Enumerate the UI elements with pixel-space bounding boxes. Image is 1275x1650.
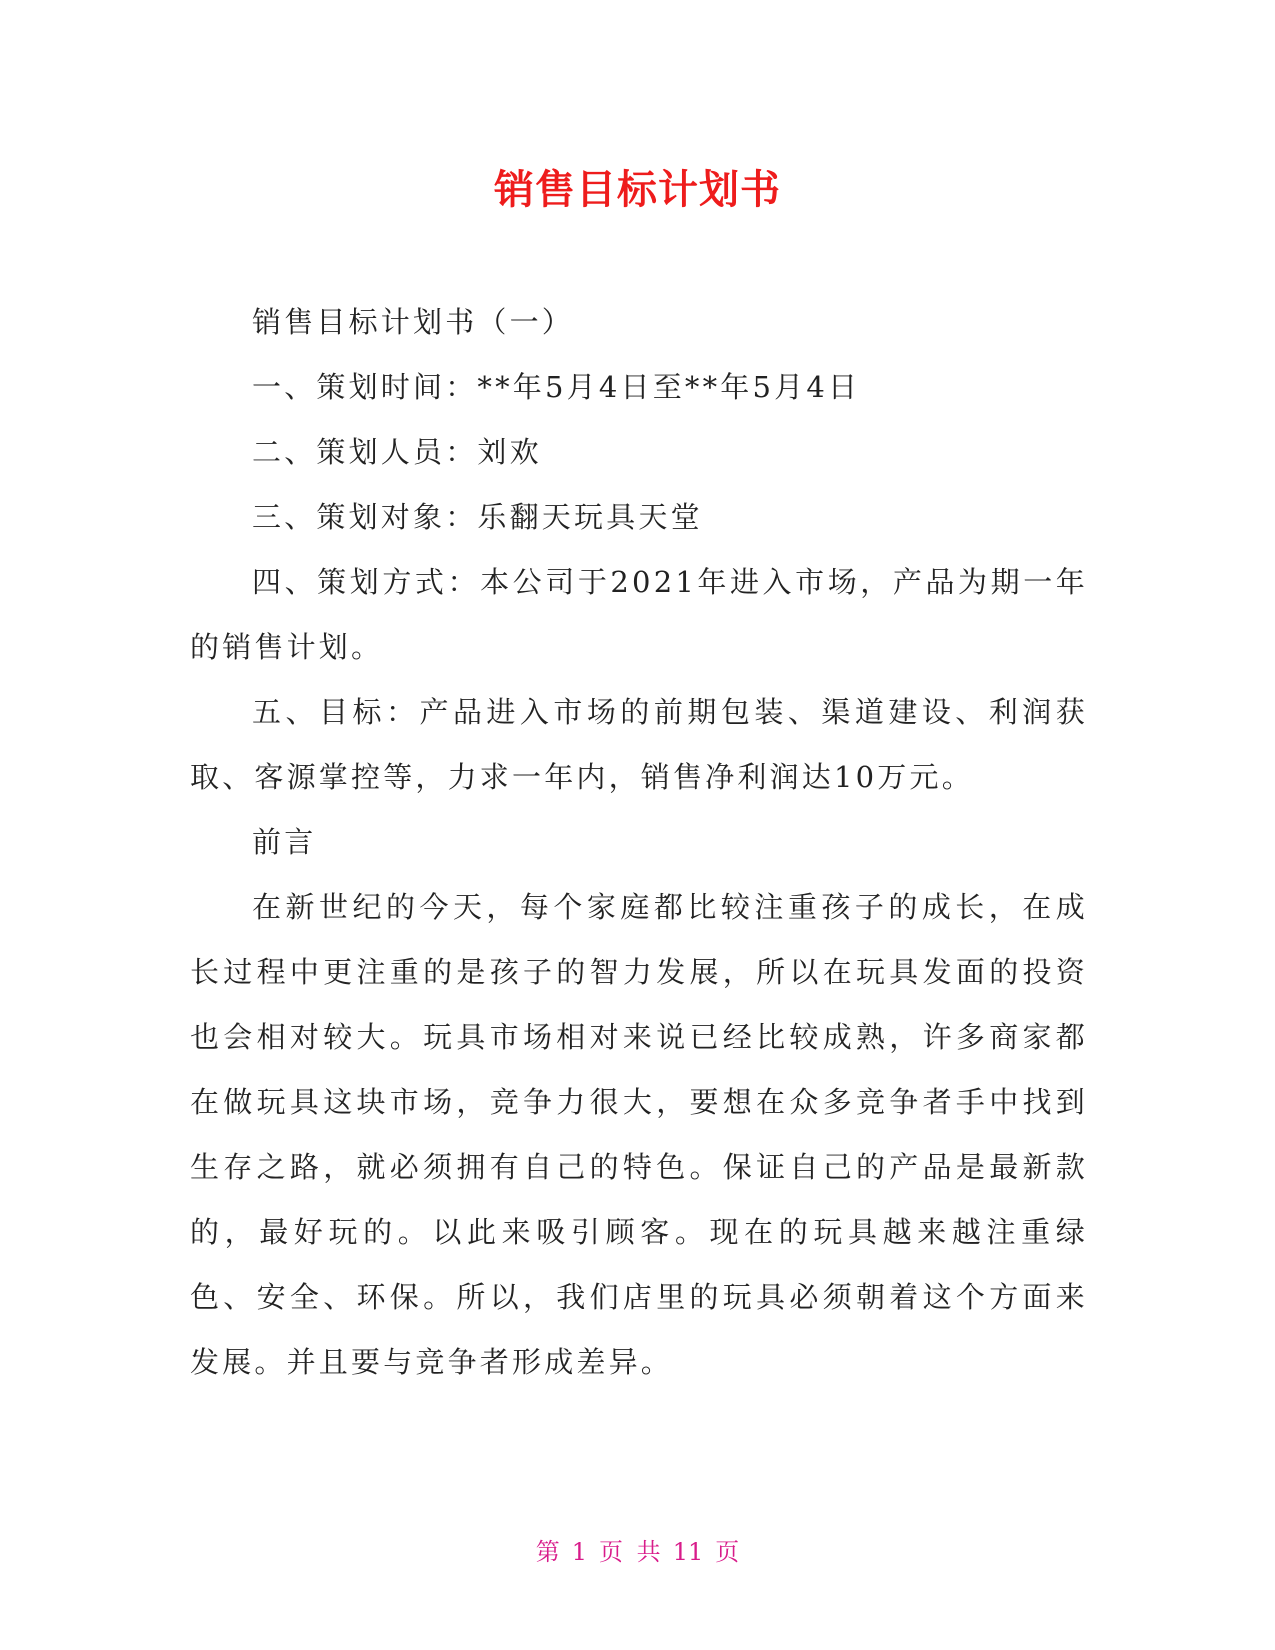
- footer-suffix: 页: [715, 1538, 740, 1566]
- planning-target: 三、策划对象：乐翻天玩具天堂: [252, 500, 703, 534]
- footer-middle: 页 共: [599, 1538, 661, 1566]
- planning-staff: 二、策划人员：刘欢: [252, 435, 542, 469]
- footer-total-pages: 11: [672, 1538, 704, 1566]
- footer-current-page: 1: [571, 1538, 588, 1566]
- document-body: [190, 290, 1088, 1395]
- planning-goal: 五、目标：产品进入市场的前期包装、渠道建设、利润获取、客源掌控等，力求一年内，销售净利润达10万元。: [190, 695, 1088, 794]
- footer-prefix: 第: [535, 1538, 560, 1566]
- section-heading: 销售目标计划书（一）: [252, 305, 575, 339]
- planning-time: 一、策划时间：**年5月4日至**年5月4日: [252, 370, 861, 404]
- document-title: 销售目标计划书: [494, 167, 781, 213]
- preface-heading: 前言: [252, 825, 317, 859]
- preface-paragraph: 在新世纪的今天，每个家庭都比较注重孩子的成长，在成长过程中更注重的是孩子的智力发展，所以在玩具发面的投资也会相对较大。玩具市场相对来说已经比较成熟，许多商家都在做玩具这块市场，竞争力很大，要想在众多竞争者手中找到生存之路，就必须拥有自己的特色。保证自己的产品是最新款的，最好玩的。以此来吸引顾客。现在的玩具越来越注重绿色、安全、环保。所以，我们店里的玩具必须朝着这个方面来发展。并且要与竞争者形成差异。: [190, 890, 1088, 1379]
- page-number-footer: [0, 1534, 1275, 1570]
- planning-method: 四、策划方式：本公司于2021年进入市场，产品为期一年的销售计划。: [190, 565, 1088, 664]
